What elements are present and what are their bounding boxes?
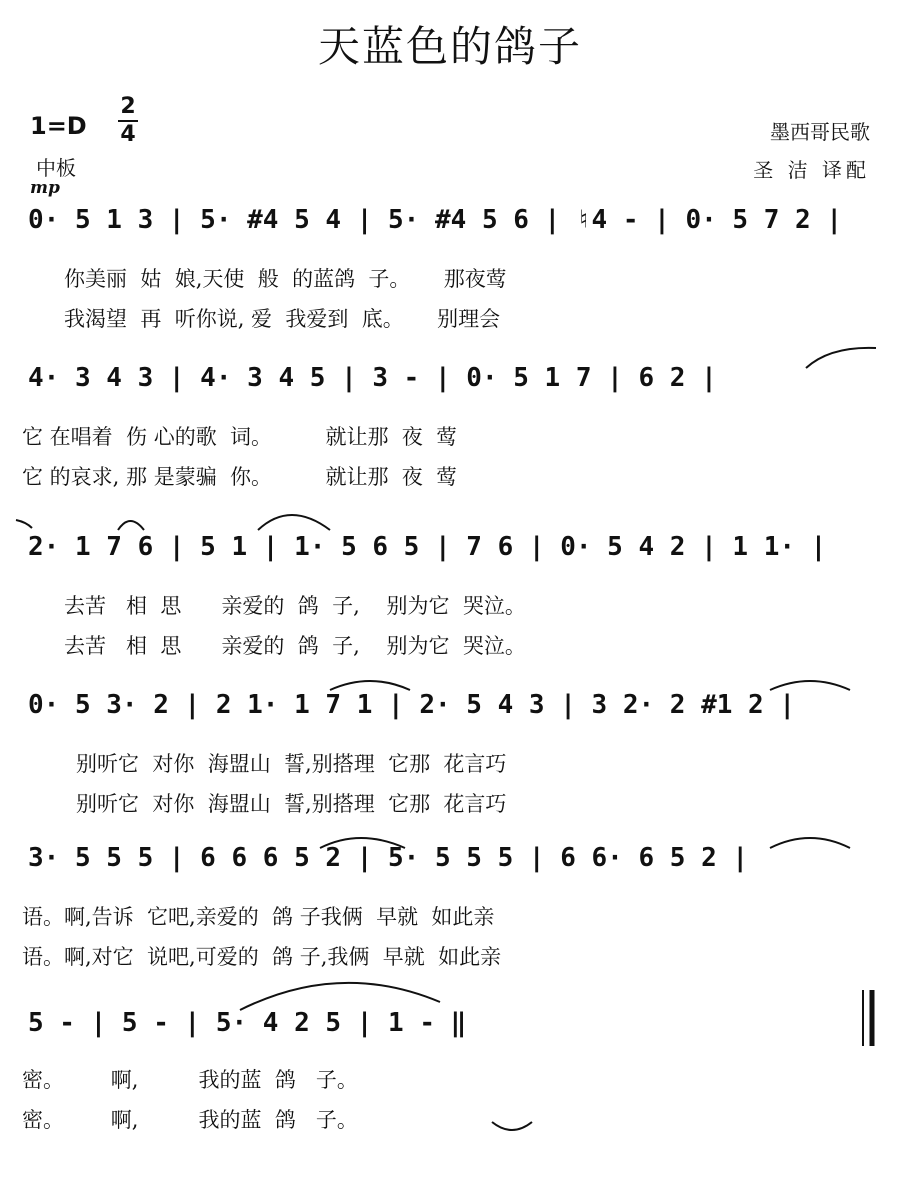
- lyric-verse-1: 别听它 对你 海盟山 誓,别搭理 它那 花言巧: [76, 752, 507, 776]
- time-top: 2: [120, 94, 136, 119]
- lyric-verse-2: 我渴望 再 听你说, 爱 我爱到 底。 别理会: [64, 307, 501, 331]
- credit-translator: 圣 洁 译配: [753, 158, 870, 182]
- page-title: 天蓝色的鸽子: [317, 22, 582, 71]
- triplet-slur: [770, 681, 850, 690]
- triplet-slur: [330, 681, 410, 690]
- tie-slur: [118, 521, 144, 530]
- tie-slur: [240, 983, 440, 1010]
- tie-slur: [16, 520, 32, 528]
- lyric-verse-1: 你美丽 姑 娘,天使 般 的蓝鸽 子。 那夜莺: [64, 267, 507, 291]
- notation-line: 2· 1 7 6 | 5 1 | 1· 5 6 5 | 7 6 | 0· 5 4 2 | 1 1· |: [28, 532, 827, 562]
- notation-line: 0· 5 3· 2 | 2 1· 1 7 1 | 2· 5 4 3 | 3 2· 2 #1 2 |: [28, 690, 796, 720]
- lyric-verse-2: 别听它 对你 海盟山 誓,别搭理 它那 花言巧: [76, 792, 507, 816]
- lyric-verse-1: 语。啊,告诉 它吧,亲爱的 鸽 子我俩 早就 如此亲: [22, 905, 495, 929]
- tempo-marking: 中板: [36, 156, 76, 180]
- lyric-verse-2: 去苦 相 思 亲爱的 鸽 子, 别为它 哭泣。: [64, 634, 526, 658]
- time-bottom: 4: [120, 122, 136, 147]
- credit-origin: 墨西哥民歌: [770, 120, 870, 144]
- time-signature: [118, 96, 138, 146]
- tie-slur: [258, 515, 330, 530]
- dynamic-marking: mp: [30, 178, 60, 198]
- notation-line: 3· 5 5 5 | 6 6 6 5 2 | 5· 5 5 5 | 6 6· 6 5 2 |: [28, 843, 749, 873]
- key-signature: 1=D: [30, 112, 87, 140]
- notation-line: 4· 3 4 3 | 4· 3 4 5 | 3 - | 0· 5 1 7 | 6 2 |: [28, 363, 717, 393]
- lyric-verse-1: 它 在唱着 伤 心的歌 词。 就让那 夜 莺: [22, 425, 458, 449]
- lyric-verse-1: 去苦 相 思 亲爱的 鸽 子, 别为它 哭泣。: [64, 594, 526, 618]
- lyric-verse-2: 它 的哀求, 那 是蒙骗 你。 就让那 夜 莺: [22, 465, 458, 489]
- notation-line: 5 - | 5 - | 5· 4 2 5 | 1 - ‖: [28, 1008, 467, 1038]
- notation-line: 0· 5 1 3 | 5· #4 5 4 | 5· #4 5 6 | ♮4 - | 0· 5 7 2 |: [28, 205, 842, 235]
- lyric-verse-2: 密。 啊, 我的蓝 鸽 子。: [22, 1108, 358, 1132]
- lyric-verse-1: 密。 啊, 我的蓝 鸽 子。: [22, 1068, 358, 1092]
- lyric-verse-2: 语。啊,对它 说吧,可爱的 鸽 子,我俩 早就 如此亲: [22, 945, 502, 969]
